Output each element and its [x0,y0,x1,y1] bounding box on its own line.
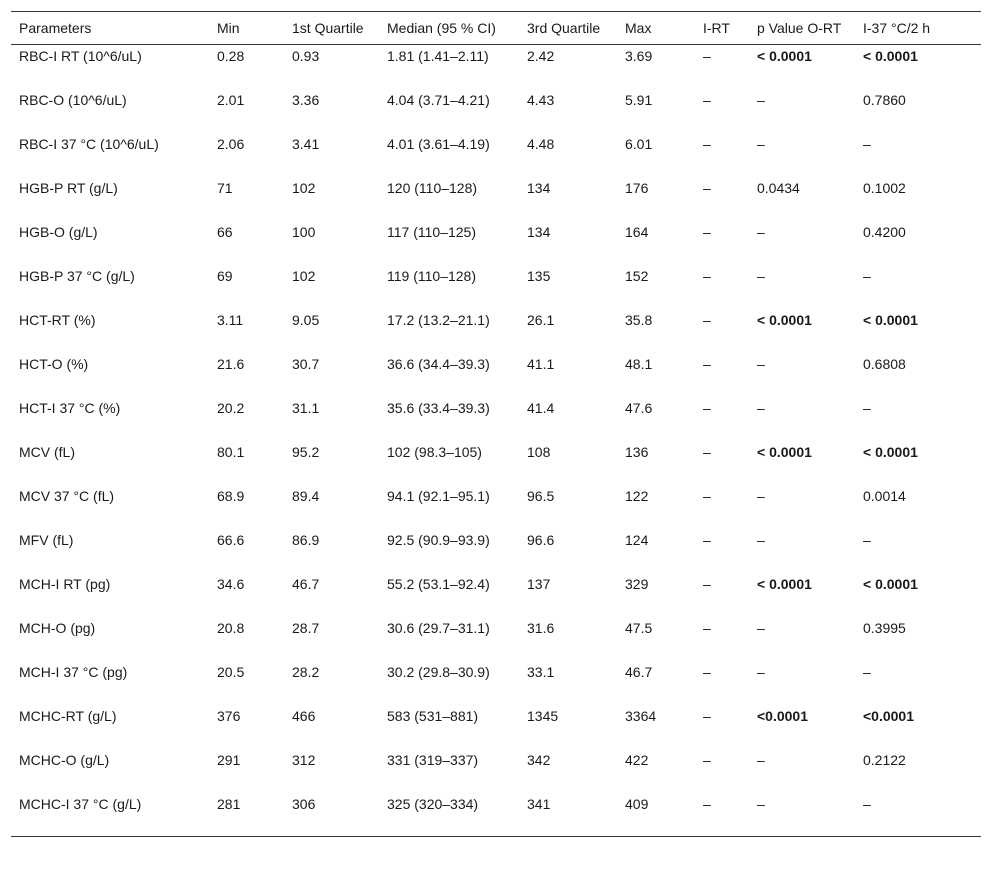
cell-parameter: MCV (fL) [19,443,75,460]
results-table [11,11,981,837]
cell-median: 94.1 (92.1–95.1) [387,487,490,504]
cell-q1: 9.05 [292,311,320,328]
cell-p-o-rt: – [757,355,765,372]
cell-p-i-37: 0.2122 [863,751,906,768]
significant-p-value: < 0.0001 [757,48,812,64]
cell-q1: 28.2 [292,663,320,680]
cell-q1: 28.7 [292,619,320,636]
cell-parameter: HGB-O (g/L) [19,223,98,240]
cell-p-o-rt: – [757,531,765,548]
cell-i-rt: – [703,707,711,724]
cell-median: 1.81 (1.41–2.11) [387,48,489,64]
cell-p-i-37: – [863,795,871,812]
cell-min: 291 [217,751,241,768]
results-table-container [11,11,981,837]
cell-q1: 86.9 [292,531,320,548]
cell-parameter: RBC-O (10^6/uL) [19,91,127,108]
cell-parameter: HCT-O (%) [19,355,89,372]
cell-i-rt: – [703,531,711,548]
cell-p-i-37: – [863,267,871,284]
cell-p-i-37: – [863,663,871,680]
cell-p-o-rt [749,45,855,89]
cell-i-rt: – [703,663,711,680]
cell-p-o-rt: – [757,751,765,768]
cell-q3: 41.1 [527,355,555,372]
col-header-parameters: Parameters [19,20,92,36]
cell-median: 4.01 (3.61–4.19) [387,135,490,152]
cell-median: 325 (320–334) [387,795,479,812]
cell-p-i-37 [855,309,981,353]
cell-i-rt: – [703,575,711,592]
cell-q1: 102 [292,267,316,284]
cell-p-o-rt: – [757,619,765,636]
cell-p-i-37 [855,705,981,749]
cell-q3: 2.42 [527,48,555,64]
cell-max: 176 [625,179,649,196]
cell-q1: 89.4 [292,487,320,504]
cell-max: 3364 [625,707,657,724]
table-row [11,265,981,309]
cell-q3: 134 [527,179,551,196]
table-row [11,353,981,397]
cell-median: 4.04 (3.71–4.21) [387,91,490,108]
cell-max: 409 [625,795,649,812]
table-row [11,133,981,177]
cell-median: 92.5 (90.9–93.9) [387,531,490,548]
cell-max: 48.1 [625,355,653,372]
cell-median: 35.6 (33.4–39.3) [387,399,490,416]
cell-p-o-rt: – [757,223,765,240]
cell-min: 20.8 [217,619,245,636]
cell-i-rt: – [703,91,711,108]
cell-min: 80.1 [217,443,245,460]
cell-parameter: RBC-I 37 °C (10^6/uL) [19,135,159,152]
cell-max: 35.8 [625,311,653,328]
table-row [11,617,981,661]
cell-q3: 41.4 [527,399,555,416]
cell-max: 422 [625,751,649,768]
cell-i-rt: – [703,355,711,372]
col-header-i-rt: I-RT [703,20,730,36]
table-row [11,441,981,485]
cell-max: 47.5 [625,619,653,636]
cell-p-i-37: 0.7860 [863,91,906,108]
table-row [11,45,981,89]
cell-median: 17.2 (13.2–21.1) [387,311,490,328]
significant-p-value: <0.0001 [757,707,808,724]
table-body [11,45,981,837]
col-header-q1: 1st Quartile [292,20,364,36]
cell-p-i-37: 0.0014 [863,487,906,504]
table-row [11,309,981,353]
table-row [11,793,981,837]
cell-min: 20.2 [217,399,245,416]
cell-q3: 33.1 [527,663,555,680]
cell-min: 0.28 [217,48,245,64]
significant-p-value: <0.0001 [863,707,914,724]
cell-p-o-rt: – [757,267,765,284]
header-row [11,12,981,45]
table-row [11,573,981,617]
cell-p-o-rt: – [757,135,765,152]
cell-parameter: MCHC-RT (g/L) [19,707,117,724]
cell-parameter: HGB-P RT (g/L) [19,179,118,196]
table-row [11,749,981,793]
cell-p-i-37 [855,45,981,89]
cell-i-rt: – [703,223,711,240]
cell-parameter: MCH-I 37 °C (pg) [19,663,128,680]
col-header-i-37: I-37 °C/2 h [863,20,931,36]
cell-min: 34.6 [217,575,245,592]
cell-min: 2.01 [217,91,245,108]
cell-q3: 96.6 [527,531,555,548]
cell-q1: 31.1 [292,399,320,416]
table-row [11,221,981,265]
significant-p-value: < 0.0001 [757,311,812,328]
cell-q3: 96.5 [527,487,555,504]
cell-i-rt: – [703,619,711,636]
cell-q1: 312 [292,751,316,768]
table-row [11,177,981,221]
cell-parameter: MCH-I RT (pg) [19,575,111,592]
cell-q1: 466 [292,707,316,724]
cell-min: 69 [217,267,233,284]
cell-median: 30.2 (29.8–30.9) [387,663,490,680]
cell-parameter: MCV 37 °C (fL) [19,487,115,504]
cell-q3: 31.6 [527,619,555,636]
cell-min: 71 [217,179,233,196]
cell-q1: 95.2 [292,443,320,460]
table-row [11,485,981,529]
cell-p-i-37: 0.4200 [863,223,906,240]
cell-q3: 135 [527,267,551,284]
col-header-q3: 3rd Quartile [527,20,601,36]
cell-q3: 4.48 [527,135,555,152]
cell-parameter: HCT-I 37 °C (%) [19,399,121,416]
cell-i-rt: – [703,795,711,812]
cell-i-rt: – [703,443,711,460]
cell-q3: 341 [527,795,551,812]
cell-p-i-37: – [863,135,871,152]
table-row [11,397,981,441]
cell-p-o-rt: 0.0434 [757,179,800,196]
cell-max: 152 [625,267,649,284]
cell-max: 164 [625,223,649,240]
table-row [11,661,981,705]
cell-max: 46.7 [625,663,653,680]
col-header-min: Min [217,20,240,36]
table-row [11,705,981,749]
cell-min: 20.5 [217,663,245,680]
cell-median: 36.6 (34.4–39.3) [387,355,490,372]
cell-q3: 342 [527,751,551,768]
cell-min: 2.06 [217,135,245,152]
cell-i-rt: – [703,751,711,768]
cell-q1: 100 [292,223,316,240]
cell-min: 68.9 [217,487,245,504]
cell-q3: 1345 [527,707,559,724]
cell-median: 583 (531–881) [387,707,479,724]
cell-q1: 30.7 [292,355,320,372]
cell-median: 30.6 (29.7–31.1) [387,619,490,636]
col-header-p-o-rt: p Value O-RT [757,20,842,36]
cell-p-i-37: 0.3995 [863,619,906,636]
cell-i-rt: – [703,267,711,284]
cell-parameter: HCT-RT (%) [19,311,96,328]
cell-p-o-rt [749,441,855,485]
cell-max: 5.91 [625,91,653,108]
cell-max: 6.01 [625,135,653,152]
cell-min: 376 [217,707,241,724]
significant-p-value: < 0.0001 [863,48,918,64]
cell-parameter: MCH-O (pg) [19,619,96,636]
cell-q1: 306 [292,795,316,812]
significant-p-value: < 0.0001 [757,575,812,592]
cell-p-i-37 [855,573,981,617]
cell-i-rt: – [703,487,711,504]
cell-parameter: HGB-P 37 °C (g/L) [19,267,135,284]
cell-q1: 3.36 [292,91,320,108]
cell-p-i-37: – [863,399,871,416]
cell-max: 3.69 [625,48,653,64]
cell-min: 281 [217,795,241,812]
cell-p-o-rt: – [757,487,765,504]
cell-max: 47.6 [625,399,653,416]
cell-parameter: RBC-I RT (10^6/uL) [19,48,142,64]
significant-p-value: < 0.0001 [863,443,918,460]
cell-p-i-37 [855,441,981,485]
cell-i-rt: – [703,179,711,196]
cell-q1: 3.41 [292,135,320,152]
cell-min: 66.6 [217,531,245,548]
cell-max: 329 [625,575,649,592]
cell-max: 124 [625,531,649,548]
cell-max: 136 [625,443,649,460]
cell-p-o-rt: – [757,399,765,416]
significant-p-value: < 0.0001 [757,443,812,460]
cell-q1: 0.93 [292,48,320,64]
cell-q3: 134 [527,223,551,240]
table-row [11,89,981,133]
cell-median: 102 (98.3–105) [387,443,482,460]
cell-parameter: MCHC-I 37 °C (g/L) [19,795,142,812]
table-row [11,529,981,573]
cell-p-o-rt [749,573,855,617]
cell-q1: 46.7 [292,575,320,592]
significant-p-value: < 0.0001 [863,575,918,592]
cell-max: 122 [625,487,649,504]
cell-p-o-rt: – [757,795,765,812]
cell-p-o-rt [749,705,855,749]
col-header-max: Max [625,20,652,36]
cell-min: 3.11 [217,311,244,328]
cell-p-o-rt: – [757,663,765,680]
cell-q1: 102 [292,179,316,196]
cell-median: 331 (319–337) [387,751,479,768]
cell-i-rt: – [703,399,711,416]
cell-p-i-37: 0.6808 [863,355,906,372]
cell-median: 55.2 (53.1–92.4) [387,575,490,592]
cell-q3: 4.43 [527,91,555,108]
cell-q3: 108 [527,443,551,460]
cell-p-o-rt [749,309,855,353]
col-header-median: Median (95 % CI) [387,20,496,36]
cell-q3: 26.1 [527,311,555,328]
cell-median: 117 (110–125) [387,223,476,240]
cell-i-rt: – [703,48,711,64]
cell-q3: 137 [527,575,551,592]
cell-parameter: MCHC-O (g/L) [19,751,110,768]
cell-p-o-rt: – [757,91,765,108]
significant-p-value: < 0.0001 [863,311,918,328]
cell-p-i-37: – [863,531,871,548]
cell-min: 21.6 [217,355,245,372]
cell-i-rt: – [703,135,711,152]
cell-i-rt: – [703,311,711,328]
cell-min: 66 [217,223,233,240]
cell-median: 120 (110–128) [387,179,478,196]
cell-p-i-37: 0.1002 [863,179,906,196]
cell-parameter: MFV (fL) [19,531,74,548]
cell-median: 119 (110–128) [387,267,476,284]
